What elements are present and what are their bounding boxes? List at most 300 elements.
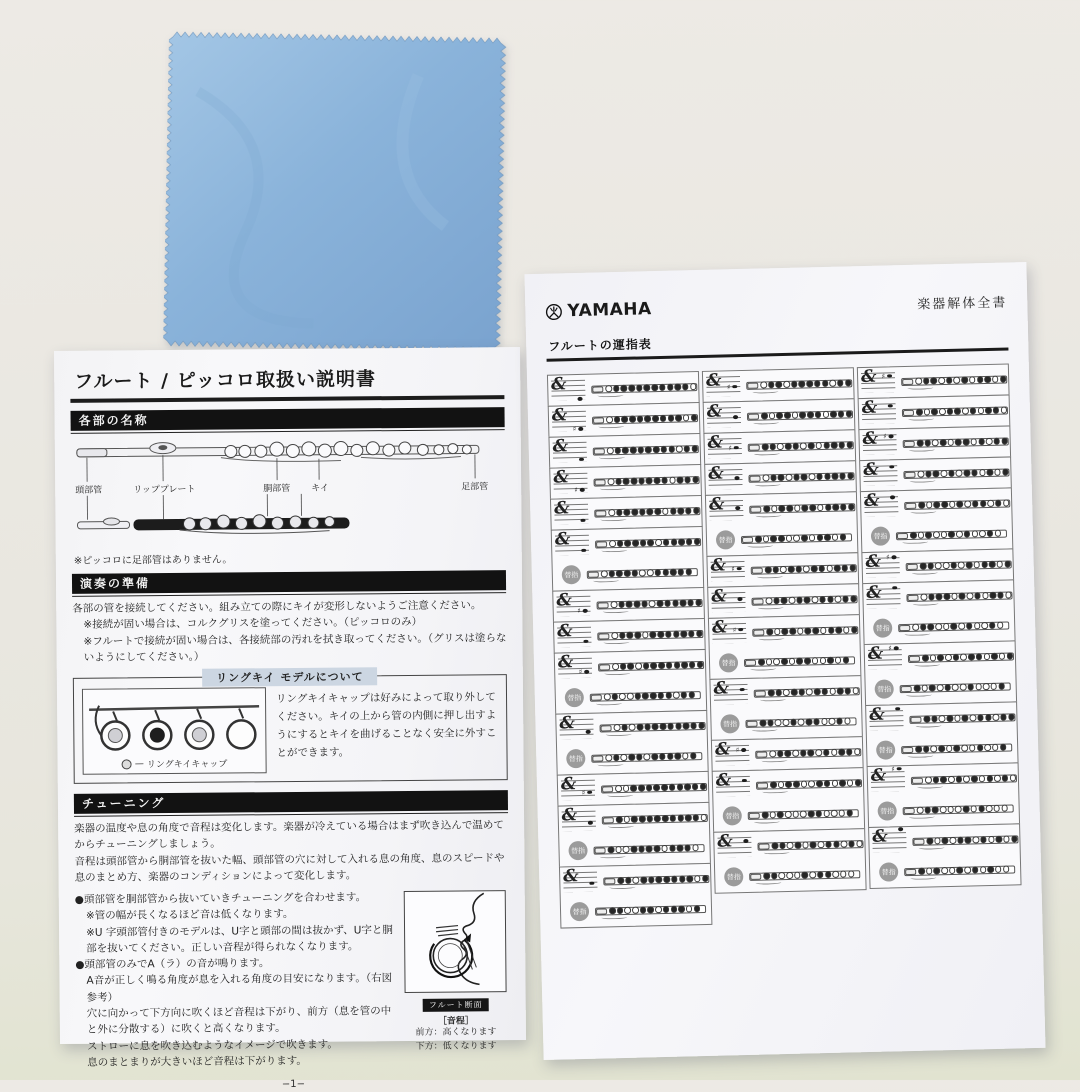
fingering-row bbox=[864, 488, 1009, 522]
key-closed bbox=[928, 624, 935, 631]
key-closed bbox=[690, 752, 697, 759]
key-open bbox=[762, 475, 769, 482]
key-closed bbox=[946, 377, 953, 384]
key-open bbox=[956, 531, 963, 538]
key-open bbox=[848, 871, 855, 878]
key-closed bbox=[698, 722, 705, 729]
key-closed bbox=[809, 504, 816, 511]
key-closed bbox=[653, 446, 660, 453]
key-closed bbox=[942, 837, 949, 844]
key-closed bbox=[931, 408, 938, 415]
key-closed bbox=[647, 907, 654, 914]
key-closed bbox=[810, 842, 817, 849]
key-closed bbox=[646, 846, 653, 853]
key-open bbox=[797, 628, 804, 635]
key-closed bbox=[924, 807, 931, 814]
key-closed bbox=[997, 592, 1004, 599]
key-closed bbox=[638, 785, 645, 792]
key-closed bbox=[922, 655, 929, 662]
key-closed bbox=[934, 501, 941, 508]
fingering-cell-G4 bbox=[553, 617, 706, 653]
fingering-cell-E6 bbox=[859, 456, 1012, 492]
key-closed bbox=[659, 753, 666, 760]
key-open bbox=[840, 871, 847, 878]
key-closed bbox=[661, 784, 668, 791]
key-closed bbox=[835, 627, 842, 634]
key-closed bbox=[794, 842, 801, 849]
key-open bbox=[629, 724, 636, 731]
flute-fingering-graphic bbox=[906, 588, 1013, 605]
key-closed bbox=[961, 377, 968, 384]
alt-fingering-badge: 替指 bbox=[566, 749, 585, 768]
flute-headjoint bbox=[758, 843, 769, 849]
key-closed bbox=[940, 439, 947, 446]
key-closed bbox=[799, 412, 806, 419]
fingering-cell-B4 bbox=[557, 801, 710, 867]
key-closed bbox=[786, 505, 793, 512]
key-closed bbox=[1004, 561, 1011, 568]
note-staff bbox=[868, 648, 903, 670]
key-open bbox=[800, 811, 807, 818]
treble-clef-icon: & bbox=[711, 588, 727, 605]
key-open bbox=[609, 540, 616, 547]
key-closed bbox=[954, 408, 961, 415]
flute-fingering-graphic bbox=[911, 771, 1018, 788]
key-closed bbox=[692, 783, 699, 790]
key-open bbox=[829, 688, 836, 695]
flute-fingering-graphic bbox=[906, 557, 1013, 574]
key-closed bbox=[677, 477, 684, 484]
flute-fingering-graphic bbox=[747, 407, 854, 424]
fingering-row bbox=[563, 863, 708, 897]
key-closed bbox=[839, 473, 846, 480]
key-closed bbox=[691, 445, 698, 452]
key-open bbox=[938, 377, 945, 384]
note-staff bbox=[562, 810, 597, 832]
alt-fingering-row bbox=[865, 518, 1010, 552]
key-open bbox=[839, 810, 846, 817]
note-head bbox=[581, 549, 586, 553]
treble-clef-icon: & bbox=[872, 829, 888, 846]
fingering-row bbox=[710, 553, 855, 587]
fingering-row bbox=[556, 588, 701, 622]
key-closed bbox=[854, 779, 861, 786]
fingering-cell-A4 bbox=[555, 709, 708, 775]
note-staff bbox=[563, 871, 598, 893]
fingering-cell-C#4 bbox=[548, 402, 701, 438]
note-staff bbox=[869, 709, 904, 731]
manual-page bbox=[54, 347, 526, 1044]
alt-fingering-badge: 替指 bbox=[724, 867, 743, 886]
key-open bbox=[673, 692, 680, 699]
key-closed bbox=[788, 566, 795, 573]
key-closed bbox=[785, 781, 792, 788]
note-head bbox=[580, 518, 585, 522]
key-closed bbox=[923, 716, 930, 723]
key-closed bbox=[627, 663, 634, 670]
key-open bbox=[829, 380, 836, 387]
key-closed bbox=[634, 693, 641, 700]
alt-fingering-badge: 替指 bbox=[879, 862, 898, 881]
key-open bbox=[980, 866, 987, 873]
key-closed bbox=[920, 563, 927, 570]
key-closed bbox=[957, 867, 964, 874]
key-closed bbox=[607, 846, 614, 853]
key-open bbox=[1009, 775, 1016, 782]
key-closed bbox=[634, 601, 641, 608]
flute-headjoint bbox=[592, 755, 603, 761]
key-open bbox=[683, 415, 690, 422]
treble-clef-icon: & bbox=[716, 772, 732, 789]
fingering-row bbox=[555, 527, 700, 561]
key-closed bbox=[928, 594, 935, 601]
key-closed bbox=[833, 841, 840, 848]
key-closed bbox=[1000, 376, 1007, 383]
key-closed bbox=[669, 845, 676, 852]
key-closed bbox=[970, 408, 977, 415]
flute-fingering-graphic bbox=[752, 623, 859, 640]
ring-cap-icon bbox=[122, 759, 132, 769]
flute-fingering-graphic bbox=[751, 561, 858, 578]
key-closed bbox=[766, 629, 773, 636]
key-open bbox=[941, 531, 948, 538]
fingering-row bbox=[713, 676, 858, 710]
flute-headjoint bbox=[752, 598, 763, 604]
fingering-row bbox=[561, 802, 706, 836]
key-open bbox=[624, 907, 631, 914]
key-closed bbox=[847, 473, 854, 480]
key-closed bbox=[663, 876, 670, 883]
flute-headjoint bbox=[603, 817, 614, 823]
key-closed bbox=[755, 536, 762, 543]
alt-fingering-badge: 替指 bbox=[873, 618, 892, 637]
key-closed bbox=[617, 877, 624, 884]
key-closed bbox=[1000, 744, 1007, 751]
fingering-row bbox=[865, 549, 1010, 583]
key-open bbox=[1001, 805, 1008, 812]
key-closed bbox=[680, 631, 687, 638]
key-open bbox=[835, 657, 842, 664]
flute-fingering-graphic bbox=[749, 500, 856, 517]
part-label-footjoint: 足部管 bbox=[461, 480, 488, 492]
alt-fingering-row bbox=[718, 859, 863, 893]
note-staff bbox=[561, 779, 596, 801]
key-closed bbox=[985, 407, 992, 414]
key-closed bbox=[1008, 714, 1015, 721]
key-closed bbox=[686, 876, 693, 883]
key-closed bbox=[670, 539, 677, 546]
key-closed bbox=[651, 384, 658, 391]
key-closed bbox=[660, 723, 667, 730]
flute-headjoint bbox=[604, 878, 615, 884]
fingering-cell-A5 bbox=[709, 675, 862, 741]
key-closed bbox=[616, 570, 623, 577]
pitch-title: ［音程］ bbox=[402, 1013, 510, 1027]
note-head bbox=[589, 881, 594, 885]
key-open bbox=[774, 628, 781, 635]
flute-headjoint bbox=[903, 409, 914, 415]
key-closed bbox=[771, 873, 778, 880]
key-closed bbox=[923, 378, 930, 385]
flute-fingering-graphic bbox=[602, 810, 709, 827]
key-closed bbox=[678, 539, 685, 546]
key-open bbox=[941, 867, 948, 874]
key-closed bbox=[627, 632, 634, 639]
key-open bbox=[780, 566, 787, 573]
fingering-row bbox=[862, 395, 1007, 429]
note-staff bbox=[717, 836, 752, 858]
key-open bbox=[933, 531, 940, 538]
key-closed bbox=[614, 447, 621, 454]
key-closed bbox=[824, 473, 831, 480]
note-staff bbox=[559, 718, 594, 740]
key-closed bbox=[636, 385, 643, 392]
key-closed bbox=[987, 469, 994, 476]
key-closed bbox=[819, 596, 826, 603]
key-open bbox=[951, 593, 958, 600]
key-closed bbox=[685, 569, 692, 576]
key-closed bbox=[661, 446, 668, 453]
fingering-cell-E5 bbox=[704, 460, 857, 496]
note-staff bbox=[862, 402, 897, 424]
key-open bbox=[949, 837, 956, 844]
key-closed bbox=[845, 411, 852, 418]
key-open bbox=[777, 443, 784, 450]
fingering-row bbox=[861, 364, 1006, 398]
note-head bbox=[897, 767, 902, 771]
key-open bbox=[986, 438, 993, 445]
key-closed bbox=[622, 447, 629, 454]
key-closed bbox=[675, 415, 682, 422]
key-open bbox=[1000, 407, 1007, 414]
key-closed bbox=[650, 662, 657, 669]
fingering-page bbox=[524, 262, 1045, 1060]
key-closed bbox=[768, 381, 775, 388]
key-closed bbox=[626, 601, 633, 608]
key-closed bbox=[779, 505, 786, 512]
key-open bbox=[917, 807, 924, 814]
key-closed bbox=[991, 653, 998, 660]
key-open bbox=[786, 872, 793, 879]
key-open bbox=[943, 623, 950, 630]
note-head bbox=[732, 385, 737, 389]
key-open bbox=[935, 623, 942, 630]
flute-headjoint bbox=[745, 659, 756, 665]
key-closed bbox=[657, 600, 664, 607]
note-head bbox=[579, 458, 584, 462]
key-closed bbox=[967, 684, 974, 691]
key-open bbox=[926, 868, 933, 875]
fingering-cell-B5 bbox=[712, 767, 865, 833]
key-closed bbox=[796, 597, 803, 604]
key-open bbox=[977, 407, 984, 414]
key-closed bbox=[677, 508, 684, 515]
key-closed bbox=[625, 877, 632, 884]
key-closed bbox=[646, 477, 653, 484]
key-closed bbox=[837, 380, 844, 387]
key-open bbox=[981, 622, 988, 629]
key-closed bbox=[647, 539, 654, 546]
key-closed bbox=[632, 540, 639, 547]
note-head bbox=[734, 446, 739, 450]
sharp-icon: ♯ bbox=[728, 444, 732, 452]
key-closed bbox=[966, 623, 973, 630]
treble-clef-icon: & bbox=[561, 776, 577, 793]
fingering-row bbox=[866, 580, 1011, 614]
series-title: 楽器解体全書 bbox=[917, 291, 1007, 312]
key-open bbox=[655, 539, 662, 546]
flute-headjoint bbox=[913, 838, 924, 844]
treble-clef-icon: & bbox=[708, 465, 724, 482]
alt-fingering-badge: 替指 bbox=[871, 526, 890, 545]
flute-headjoint bbox=[904, 807, 915, 813]
key-open bbox=[912, 624, 919, 631]
flute-headjoint bbox=[747, 382, 758, 388]
key-open bbox=[763, 536, 770, 543]
flute-fingering-graphic bbox=[594, 504, 701, 521]
key-closed bbox=[823, 749, 830, 756]
key-open bbox=[983, 653, 990, 660]
key-open bbox=[793, 535, 800, 542]
key-open bbox=[815, 749, 822, 756]
treble-clef-icon: & bbox=[554, 500, 570, 517]
fingering-row bbox=[551, 372, 696, 406]
key-closed bbox=[851, 626, 858, 633]
flute-headjoint bbox=[598, 602, 609, 608]
fingering-cell-D5 bbox=[703, 398, 856, 434]
alt-fingering-row bbox=[562, 832, 707, 866]
note-head bbox=[887, 374, 892, 378]
key-closed bbox=[629, 416, 636, 423]
note-head bbox=[588, 821, 593, 825]
piccolo-drawing bbox=[77, 514, 349, 535]
note-staff bbox=[708, 437, 743, 459]
key-closed bbox=[758, 659, 765, 666]
key-closed bbox=[951, 623, 958, 630]
alt-fingering-row bbox=[871, 793, 1016, 827]
key-closed bbox=[798, 689, 805, 696]
key-closed bbox=[694, 905, 701, 912]
key-closed bbox=[770, 474, 777, 481]
key-open bbox=[831, 780, 838, 787]
flute-fingering-graphic bbox=[756, 776, 863, 793]
key-closed bbox=[948, 470, 955, 477]
note-staff bbox=[863, 464, 898, 486]
flute-headjoint bbox=[592, 386, 603, 392]
key-closed bbox=[785, 750, 792, 757]
key-closed bbox=[848, 841, 855, 848]
flute-headjoint bbox=[750, 506, 761, 512]
treble-clef-icon: & bbox=[869, 707, 885, 724]
text-line: ●頭部管のみでA（ラ）の音が鳴ります。 bbox=[75, 953, 509, 973]
key-open bbox=[823, 810, 830, 817]
note-head bbox=[580, 488, 585, 492]
key-closed bbox=[778, 535, 785, 542]
sharp-icon: ♯ bbox=[574, 486, 578, 494]
key-open bbox=[831, 810, 838, 817]
flute-headjoint bbox=[912, 777, 923, 783]
key-closed bbox=[966, 562, 973, 569]
ring-key-box bbox=[73, 674, 508, 784]
fingering-cell-C6 bbox=[713, 828, 866, 894]
fingering-row bbox=[552, 434, 697, 468]
key-closed bbox=[767, 720, 774, 727]
key-open bbox=[979, 469, 986, 476]
note-head bbox=[888, 404, 893, 408]
note-head bbox=[584, 670, 589, 674]
key-open bbox=[623, 816, 630, 823]
key-closed bbox=[642, 693, 649, 700]
note-head bbox=[733, 415, 738, 419]
key-closed bbox=[675, 723, 682, 730]
key-closed bbox=[660, 415, 667, 422]
key-open bbox=[924, 409, 931, 416]
fingering-cell-C4 bbox=[547, 371, 700, 407]
key-open bbox=[802, 842, 809, 849]
key-closed bbox=[669, 784, 676, 791]
key-closed bbox=[796, 658, 803, 665]
note-staff bbox=[555, 534, 590, 556]
fingering-row bbox=[862, 426, 1007, 460]
fingering-cell-G5 bbox=[707, 583, 860, 619]
flute-headjoint bbox=[748, 413, 759, 419]
treble-clef-icon: & bbox=[556, 592, 572, 609]
key-open bbox=[917, 471, 924, 478]
key-closed bbox=[925, 471, 932, 478]
key-closed bbox=[989, 622, 996, 629]
key-closed bbox=[611, 693, 618, 700]
key-closed bbox=[769, 443, 776, 450]
key-closed bbox=[993, 407, 1000, 414]
key-closed bbox=[822, 380, 829, 387]
key-closed bbox=[648, 877, 655, 884]
fingering-cell-D6 bbox=[858, 394, 1011, 430]
key-closed bbox=[630, 785, 637, 792]
fingering-cell-G#4 bbox=[554, 648, 707, 714]
treble-clef-icon: & bbox=[713, 680, 729, 697]
fingering-cell-D#5 bbox=[703, 429, 856, 465]
note-staff bbox=[872, 831, 907, 853]
note-head bbox=[577, 397, 582, 401]
key-closed bbox=[801, 474, 808, 481]
fingering-row bbox=[869, 702, 1014, 736]
key-closed bbox=[643, 663, 650, 670]
key-open bbox=[773, 658, 780, 665]
key-open bbox=[984, 744, 991, 751]
treble-clef-icon: & bbox=[706, 372, 722, 389]
key-closed bbox=[1002, 775, 1009, 782]
fingering-cell-G#6 bbox=[864, 640, 1017, 706]
key-open bbox=[787, 842, 794, 849]
alt-fingering-badge: 替指 bbox=[565, 688, 584, 707]
key-closed bbox=[624, 540, 631, 547]
key-closed bbox=[1011, 836, 1018, 843]
alt-fingering-row bbox=[716, 798, 861, 832]
key-open bbox=[934, 838, 941, 845]
key-closed bbox=[637, 447, 644, 454]
flute-headjoint bbox=[897, 532, 908, 538]
key-closed bbox=[620, 663, 627, 670]
key-open bbox=[964, 501, 971, 508]
key-closed bbox=[816, 534, 823, 541]
key-closed bbox=[619, 632, 626, 639]
key-closed bbox=[929, 685, 936, 692]
fingering-cell-A#6 bbox=[867, 762, 1020, 828]
key-open bbox=[676, 446, 683, 453]
key-open bbox=[817, 504, 824, 511]
key-open bbox=[1005, 592, 1012, 599]
key-open bbox=[812, 657, 819, 664]
